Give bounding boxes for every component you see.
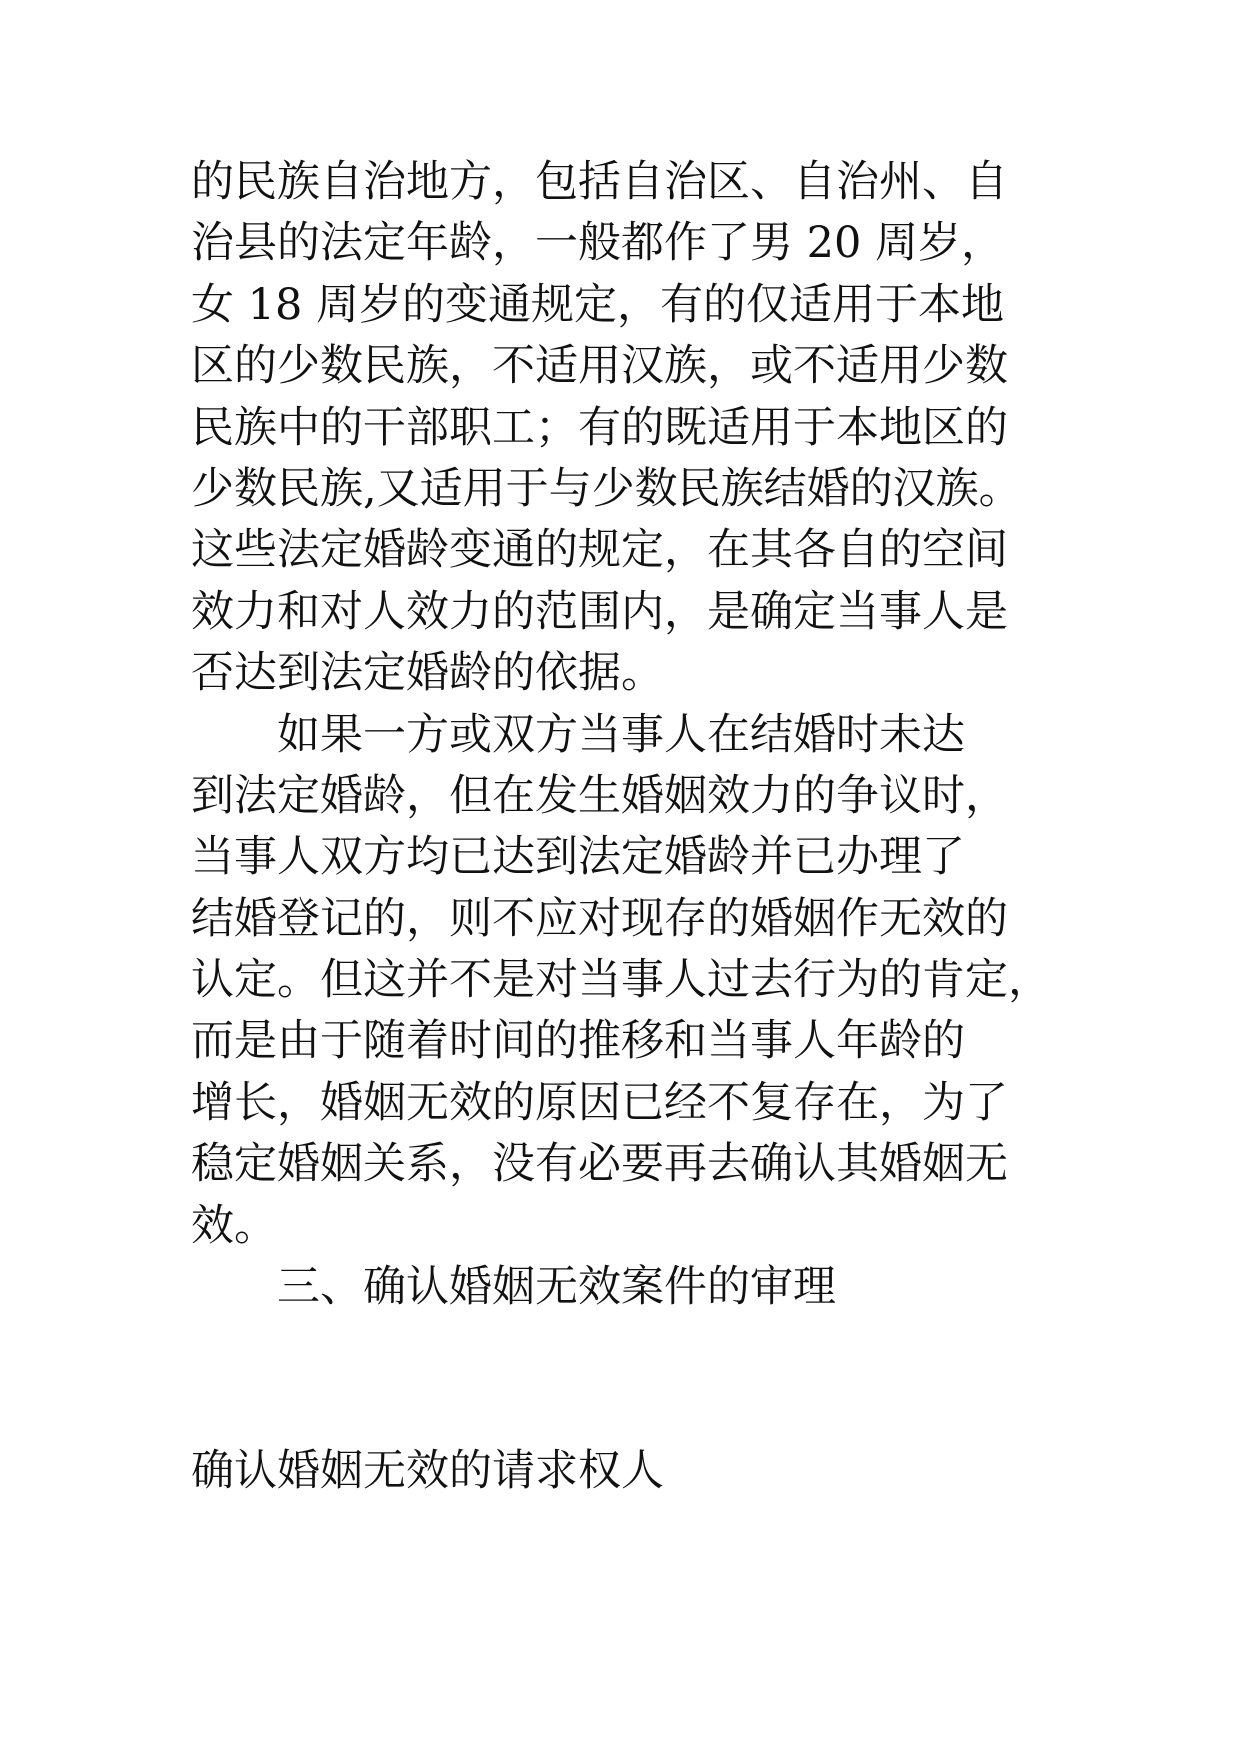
text-line: 少数民族,又适用于与少数民族结婚的汉族。	[191, 463, 1022, 514]
body-text	[191, 152, 1071, 1503]
text-line: 区的少数民族，不适用汉族，或不适用少数	[191, 341, 1008, 392]
text-line: 稳定婚姻关系，没有必要再去确认其婚姻无	[191, 1139, 1008, 1190]
text-line: 否达到法定婚龄的依据。	[191, 648, 664, 699]
text-line: 女 18 周岁的变通规定，有的仅适用于本地	[191, 279, 1005, 330]
text-line: 认定。但这并不是对当事人过去行为的肯定，	[191, 955, 1051, 1006]
text-line: 当事人双方均已达到法定婚龄并已办理了	[191, 832, 965, 883]
subheading	[191, 1318, 1071, 1379]
paragraph-first-line: 如果一方或双方当事人在结婚时未达	[277, 709, 965, 760]
text-line: 治县的法定年龄，一般都作了男 20 周岁，	[191, 218, 1005, 269]
text-line: 的民族自治地方，包括自治区、自治州、自	[191, 157, 1008, 207]
text-line: 民族中的干部职工；有的既适用于本地区的	[191, 402, 1008, 453]
text-line: 这些法定婚龄变通的规定，在其各自的空间	[191, 525, 1008, 576]
section-heading: 三、确认婚姻无效案件的审理	[277, 1262, 836, 1313]
text-line: 而是由于随着时间的推移和当事人年龄的	[191, 1016, 965, 1067]
text-line: 增长，婚姻无效的原因已经不复存在，为了	[191, 1077, 1008, 1128]
text-line: 到法定婚龄，但在发生婚姻效力的争议时，	[191, 770, 1008, 821]
text-line: 效。	[191, 1200, 277, 1251]
text-line: 确认婚姻无效的请求权人	[191, 1446, 664, 1497]
text-line: 结婚登记的，则不应对现存的婚姻作无效的	[191, 893, 1008, 944]
text-line: 效力和对人效力的范围内，是确定当事人是	[191, 586, 1008, 637]
paragraph-first-line	[191, 1380, 1071, 1441]
